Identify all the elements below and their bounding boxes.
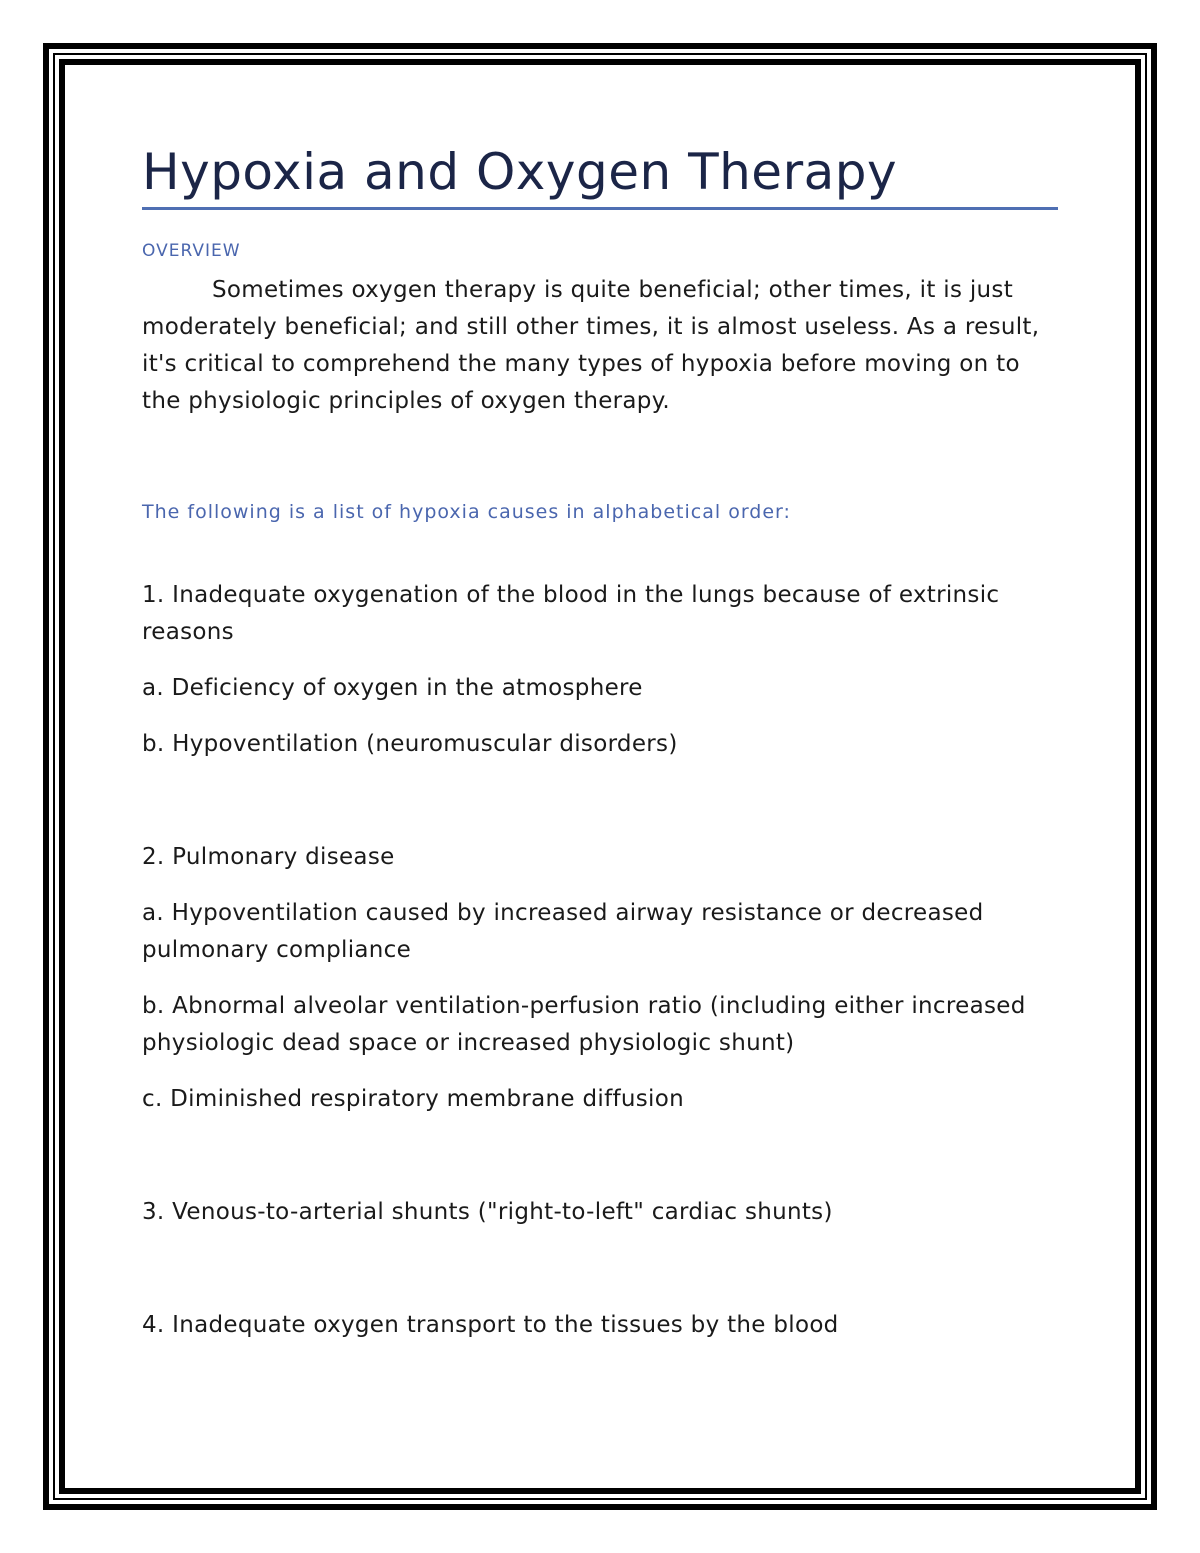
document-body: [142, 140, 1060, 1344]
list-item-1b: b. Hypoventilation (neuromuscular disorders): [142, 731, 678, 757]
list-item-1: 1. Inadequate oxygenation of the blood in the lungs because of extrinsic reasons: [142, 582, 1000, 645]
list-item-1a: a. Deficiency of oxygen in the atmosphere: [142, 675, 643, 701]
document-title: Hypoxia and Oxygen Therapy: [142, 143, 898, 201]
overview-heading: OVERVIEW: [142, 241, 241, 261]
title-underline: [142, 207, 1058, 210]
overview-paragraph: Sometimes oxygen therapy is quite beneficial; other times, it is just moderately beneficial; and still other times, it is almost useless. As a result, it's critical to comprehend the many types of hypoxia before moving on to the physiologic principles of oxygen therapy.: [142, 277, 1040, 414]
list-item-3: 3. Venous-to-arterial shunts ("right-to-left" cardiac shunts): [142, 1199, 833, 1225]
list-item-2c: c. Diminished respiratory membrane diffusion: [142, 1086, 684, 1112]
list-item-2a: a. Hypoventilation caused by increased airway resistance or decreased pulmonary compliance: [142, 900, 984, 963]
list-intro: The following is a list of hypoxia causes in alphabetical order:: [142, 501, 791, 523]
list-item-4: 4. Inadequate oxygen transport to the tissues by the blood: [142, 1312, 839, 1338]
list-item-2b: b. Abnormal alveolar ventilation-perfusion ratio (including either increased physiologic dead space or increased physiologic shunt): [142, 993, 1026, 1056]
list-item-2: 2. Pulmonary disease: [142, 844, 395, 870]
